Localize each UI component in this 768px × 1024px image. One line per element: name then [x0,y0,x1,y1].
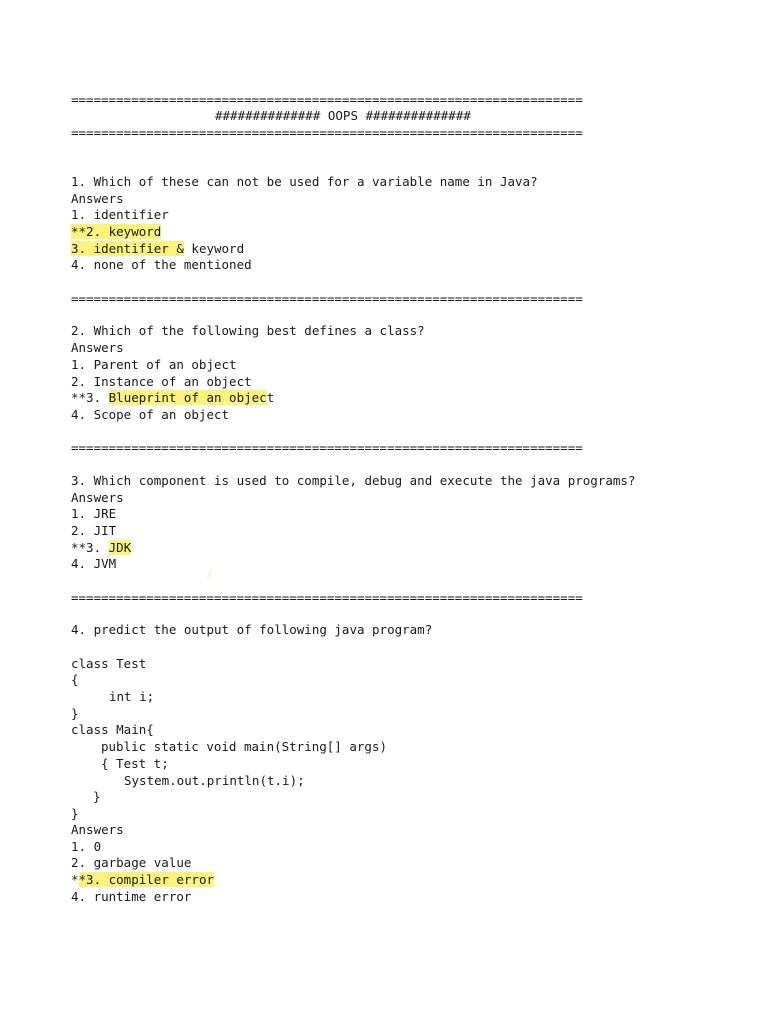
code-line: } [71,806,79,821]
q3-option-3 [71,540,131,556]
code-line: public static void main(String[] args) [101,739,387,754]
highlight: Blueprint of an objec [108,390,267,405]
question-2-text: 2. Which of the following best defines a class? [71,323,425,338]
code-line: { Test t; [101,756,169,771]
option-text: t [266,390,275,405]
header-rule-top: ==================================================================== [71,92,583,107]
q1-option-1: 1. identifier [71,207,169,222]
question-3-text: 3. Which component is used to compile, debug and execute the java programs? [71,473,636,488]
q2-option-2: 2. Instance of an object [71,374,252,389]
q1-option-3 [71,241,244,257]
answers-label: Answers [71,490,124,505]
question-4-text: 4. predict the output of following java program? [71,622,433,637]
separator: ==================================================================== [71,291,583,306]
option-prefix: **3. [71,540,109,555]
header-rule-bottom: ==================================================================== [71,125,583,140]
q3-option-4: 4. JVM [71,556,117,571]
code-line: int i; [109,689,155,704]
q3-option-2: 2. JIT [71,523,117,538]
option-prefix: **3. [71,390,109,405]
option-text: keyword [183,241,245,256]
stray-highlight-mark [207,569,219,579]
q2-option-3 [71,390,274,406]
document-title: ############## OOPS ############## [215,108,471,123]
q3-option-1: 1. JRE [71,506,117,521]
question-1-text: 1. Which of these can not be used for a variable name in Java? [71,174,538,189]
code-line: } [93,789,101,804]
highlight: 3. identifier & [71,241,184,256]
answers-label: Answers [71,340,124,355]
q4-option-2: 2. garbage value [71,855,192,870]
answers-label: Answers [71,191,124,206]
q4-option-1: 1. 0 [71,839,102,854]
q4-option-4: 4. runtime error [71,889,192,904]
code-line: class Test [71,656,147,671]
code-line: { [71,672,79,687]
code-line: class Main{ [71,722,154,737]
highlight: **2. keyword [71,224,162,239]
separator: ==================================================================== [71,590,583,605]
option-prefix: * [71,872,79,887]
q2-option-4: 4. Scope of an object [71,407,230,422]
code-line: } [71,706,79,721]
q1-option-2 [71,224,161,240]
separator: ==================================================================== [71,440,583,455]
highlight: *3. compiler error [78,872,214,887]
q2-option-1: 1. Parent of an object [71,357,237,372]
code-line: System.out.println(t.i); [124,773,305,788]
highlight: JDK [108,540,132,555]
q4-option-3 [71,872,214,888]
answers-label: Answers [71,822,124,837]
q1-option-4: 4. none of the mentioned [71,257,252,272]
